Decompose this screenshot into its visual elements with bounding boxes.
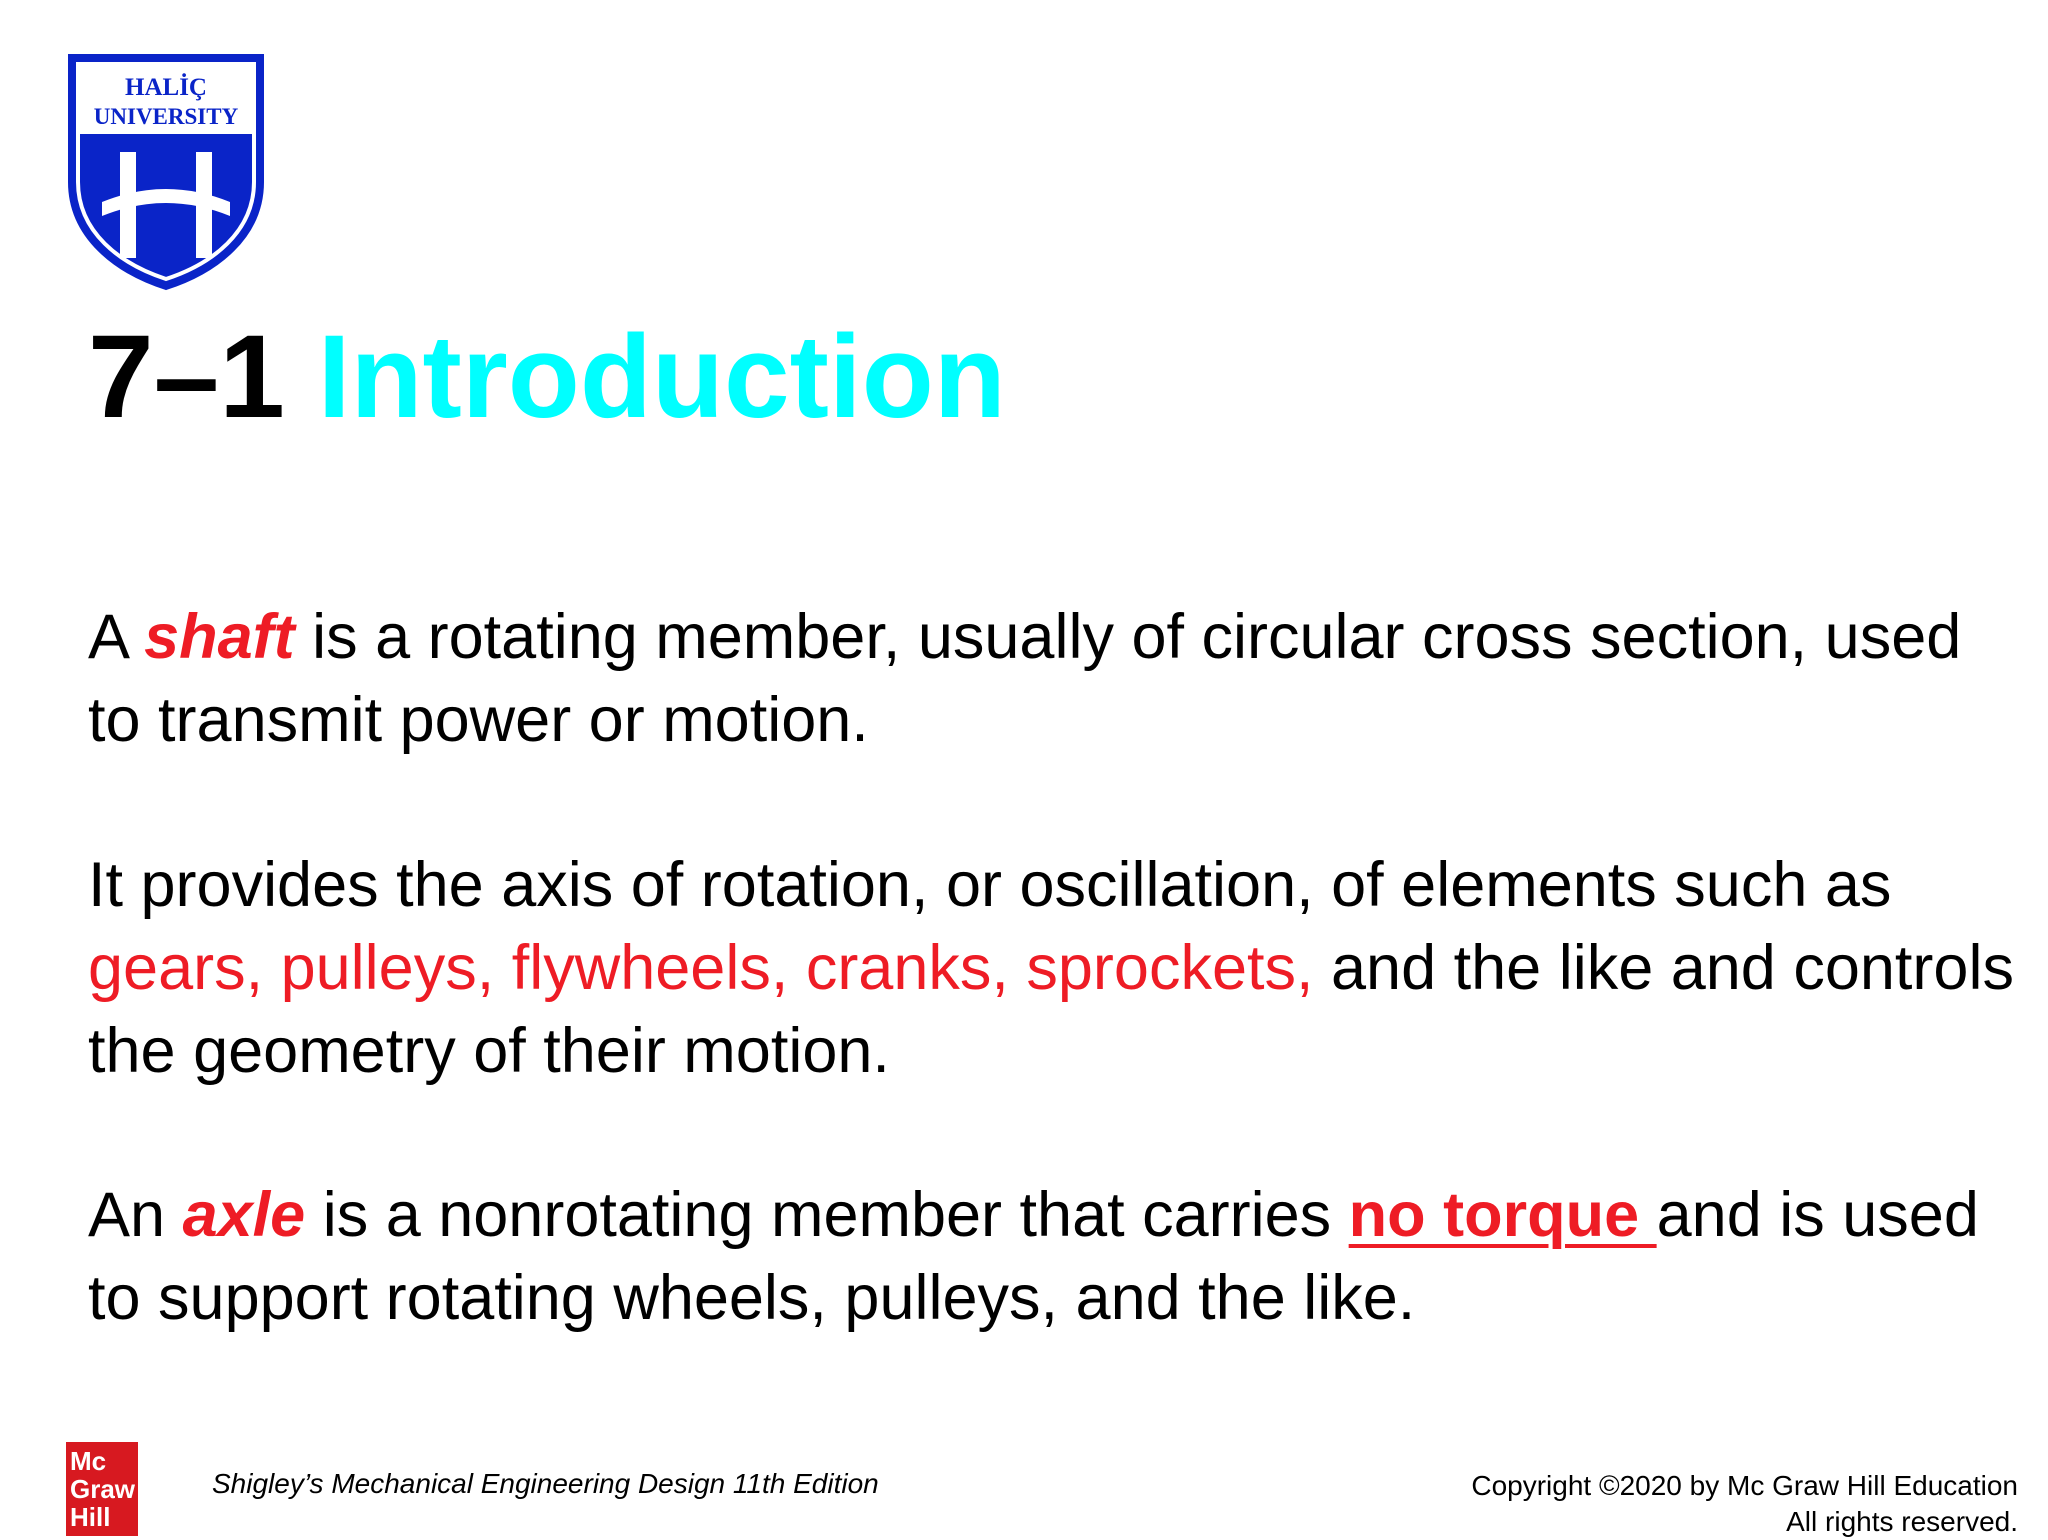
shaft-definition bbox=[88, 596, 2018, 762]
para1-text-b: is a rotating member, usually of circular cross section, used to transmit power or motion. bbox=[88, 602, 1962, 755]
halic-university-logo bbox=[66, 52, 266, 292]
term-shaft: shaft bbox=[144, 602, 295, 672]
book-title: Shigley’s Mechanical Engineering Design 11th Edition bbox=[212, 1468, 879, 1499]
copyright bbox=[1471, 1468, 2018, 1540]
para3-text-c: and is used to support rotating wheels, pulleys, and the like. bbox=[88, 1180, 1979, 1333]
mgh-line2: Graw bbox=[70, 1474, 136, 1504]
mgh-line1: Mc bbox=[70, 1446, 107, 1476]
para2-text-b: and the like and controls the geometry of their motion. bbox=[88, 933, 2014, 1086]
no-torque-highlight: no torque bbox=[1348, 1180, 1657, 1250]
section-number: 7–1 bbox=[88, 311, 285, 443]
axle-definition bbox=[88, 1174, 2018, 1340]
logo-line2: UNIVERSITY bbox=[93, 104, 239, 129]
para3-text-a: An bbox=[88, 1180, 183, 1250]
para2-text-a: It provides the axis of rotation, or oscillation, of elements such as bbox=[88, 850, 1892, 920]
copyright-line2: All rights reserved. bbox=[1786, 1506, 2018, 1537]
logo-line1: HALİÇ bbox=[125, 74, 207, 101]
term-axle: axle bbox=[182, 1180, 306, 1250]
mgh-line3: Hill bbox=[70, 1502, 111, 1532]
section-title: Introduction bbox=[317, 311, 1006, 443]
mcgraw-hill-logo bbox=[66, 1442, 138, 1536]
para3-text-b: is a nonrotating member that carries bbox=[305, 1180, 1349, 1250]
elements-list: gears, pulleys, flywheels, cranks, sprockets, bbox=[88, 933, 1314, 1003]
copyright-line1: Copyright ©2020 by Mc Graw Hill Education bbox=[1471, 1470, 2018, 1501]
shaft-function bbox=[88, 844, 2018, 1093]
para1-text-a: A bbox=[88, 602, 145, 672]
slide-title bbox=[88, 311, 1006, 443]
